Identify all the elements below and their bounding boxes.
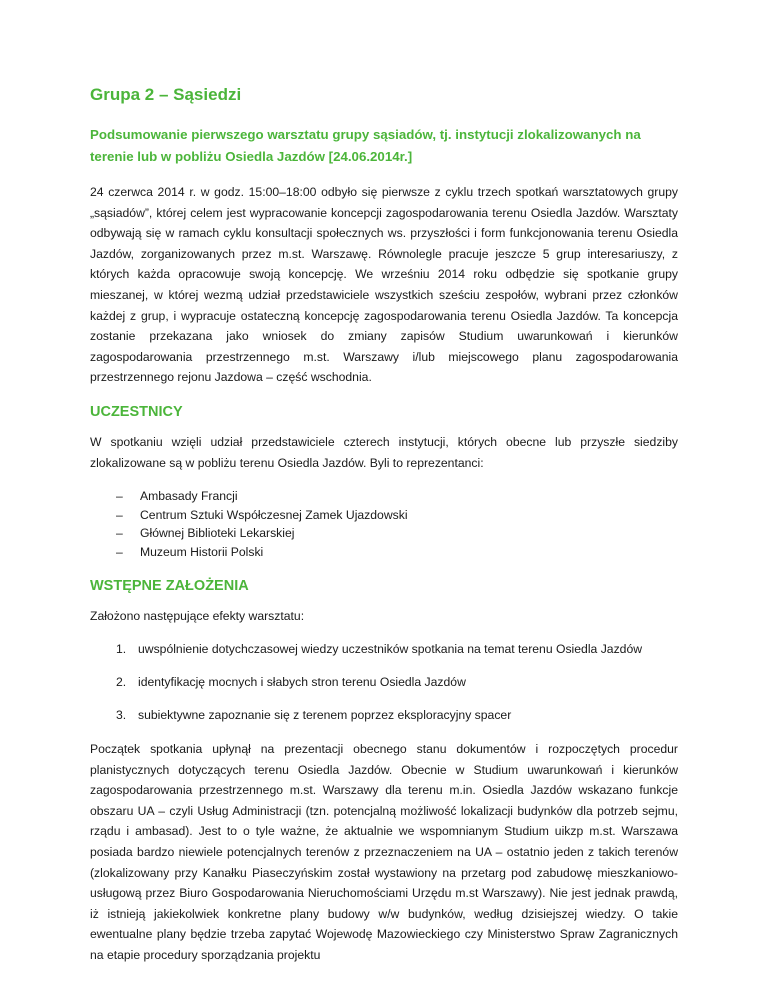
participants-list — [90, 487, 678, 561]
list-item — [116, 673, 678, 691]
list-item — [116, 640, 678, 658]
assumptions-heading: WSTĘPNE ZAŁOŻENIA — [90, 577, 249, 594]
dash-bullet: – — [116, 526, 123, 541]
dash-bullet: – — [116, 507, 123, 522]
list-number: 1. — [116, 642, 127, 657]
list-item — [116, 706, 678, 724]
list-item-label: identyfikację mocnych i słabych stron terenu Osiedla Jazdów — [138, 675, 466, 690]
page-title: Grupa 2 – Sąsiedzi — [90, 85, 242, 104]
list-number: 3. — [116, 708, 127, 723]
document-content — [90, 84, 678, 966]
list-item — [116, 487, 678, 506]
dash-bullet: – — [116, 544, 123, 559]
list-item-label: subiektywne zapoznanie się z terenem poprzez eksploracyjny spacer — [138, 708, 512, 723]
list-item-label: Centrum Sztuki Współczesnej Zamek Ujazdowski — [140, 507, 408, 522]
list-item — [116, 506, 678, 525]
list-item-label: Ambasady Francji — [140, 489, 238, 504]
list-item — [116, 543, 678, 562]
dash-bullet: – — [116, 489, 123, 504]
closing-paragraph: Początek spotkania upłynął na prezentacji obecnego stanu dokumentów i rozpoczętych procedur planistycznych dotyczących terenu Osiedla Jazdów. Obecnie w Studium uwarunkowań i kierunków zagospodarowania przestrzennego m.st. Warszawy dla terenu m.in. Osiedla Jazdów wskazano funkcje obszaru UA – czyli Usług Administracji (tzn. potencjalną możliwość lokalizacji budynków dla potrzeb sejmu, rządu i ambasad). Jest to o tyle ważne, że aktualnie we wspomnianym Studium uikzp m.st. Warszawa posiada bardzo niewiele potencjalnych terenów z przeznaczeniem na UA – ostatnio jeden z takich terenów (zlokalizowany przy Kanałku Piaseczyńskim został wystawiony na przetarg pod zabudowę mieszkaniowo-usługową przez Biuro Gospodarowania Nieruchomościami Urzędu m.st Warszawy). Nie jest jednak prawdą, iż istnieją jakiekolwiek konkretne plany budowy w/w budynków, według dzisiejszej wiedzy. O takie ewentualne plany będzie trzeba zapytać Wojewodę Mazowieckiego czy Ministerstwo Spraw Zagranicznych na etapie procedury sporządzania projektu — [90, 742, 678, 963]
participants-paragraph: W spotkaniu wzięli udział przedstawiciele czterech instytucji, których obecne lub przyszłe siedziby zlokalizowane są w pobliżu terenu Osiedla Jazdów. Byli to reprezentanci: — [90, 434, 678, 470]
effects-list — [90, 640, 678, 724]
list-item-label: Muzeum Historii Polski — [140, 544, 264, 559]
list-item — [116, 524, 678, 543]
list-item-label: Głównej Biblioteki Lekarskiej — [140, 526, 295, 541]
intro-paragraph: 24 czerwca 2014 r. w godz. 15:00–18:00 odbyło się pierwsze z cyklu trzech spotkań warsztatowych grupy „sąsiadów”, której celem jest wypracowanie koncepcji zagospodarowania terenu Osiedla Jazdów. Warsztaty odbywają się w ramach cyklu konsultacji społecznych ws. przyszłości i form funkcjonowania terenu Osiedla Jazdów, zorganizowanych przez m.st. Warszawę. Równolegle pracuje jeszcze 5 grup interesariuszy, z których każda opracowuje swoją koncepcję. We wrześniu 2014 roku odbędzie się spotkanie grupy mieszanej, w której wezmą udział przedstawiciele wszystkich sześciu zespołów, wybrani przez członków każdej z grup, i wypracuje ostateczną koncepcję zagospodarowania terenu Osiedla Jazdów. Ta koncepcja zostanie przekazana jako wniosek do zmiany zapisów Studium uwarunkowań i kierunków zagospodarowania przestrzennego m.st. Warszawy i/lub miejscowego planu zagospodarowania przestrzennego rejonu Jazdowa – część wschodnia. — [90, 185, 678, 385]
list-item-label: uwspólnienie dotychczasowej wiedzy uczestników spotkania na temat terenu Osiedla Jazdów — [138, 642, 643, 657]
list-number: 2. — [116, 675, 127, 690]
assumptions-paragraph: Założono następujące efekty warsztatu: — [90, 608, 305, 623]
page-subtitle: Podsumowanie pierwszego warsztatu grupy sąsiadów, tj. instytucji zlokalizowanych na terenie lub w pobliżu Osiedla Jazdów [24.06.2014r.] — [90, 127, 641, 164]
participants-heading: UCZESTNICY — [90, 403, 183, 420]
